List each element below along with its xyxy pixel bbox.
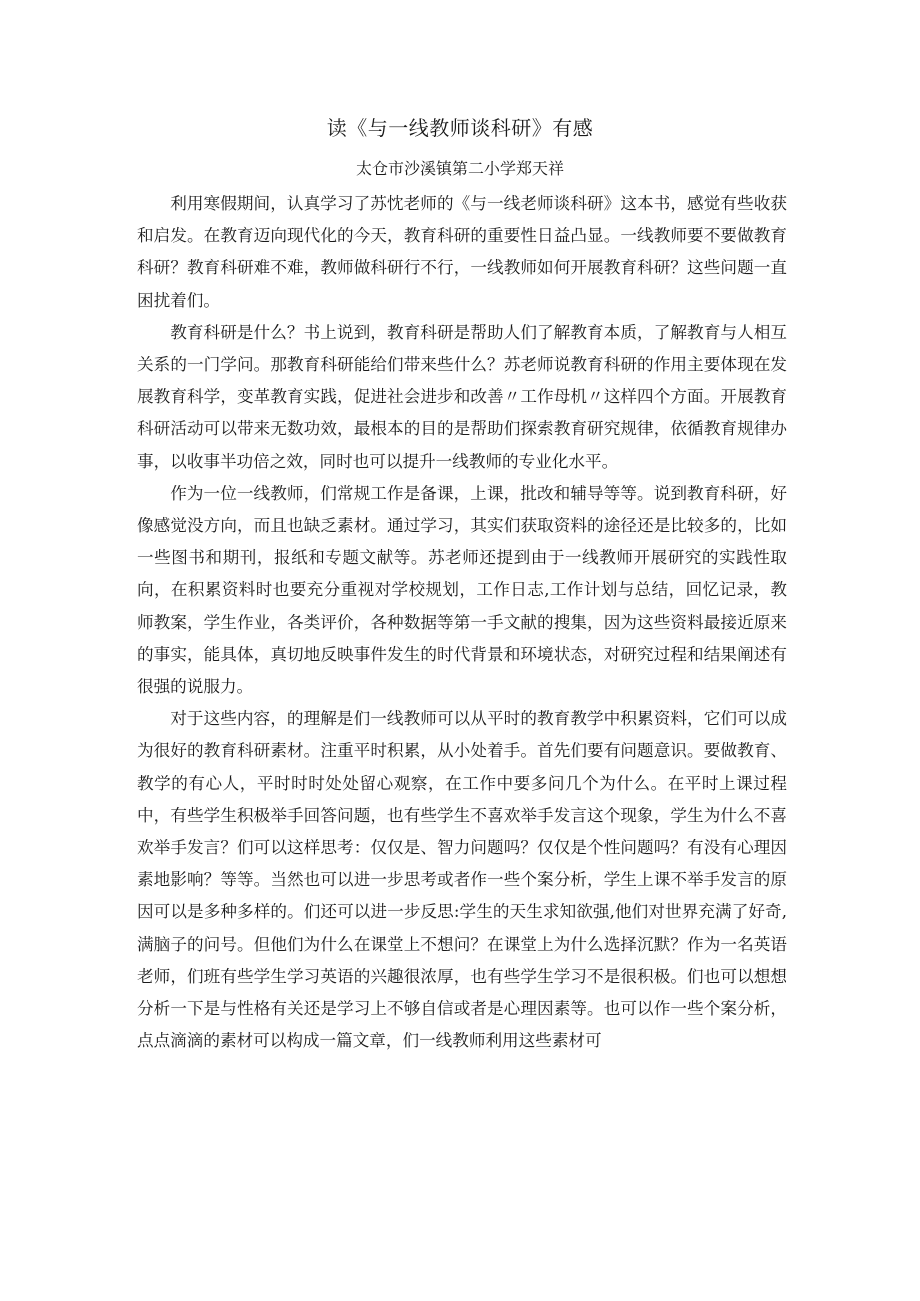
- paragraph-3: 作为一位一线教师，们常规工作是备课，上课，批改和辅导等等。说到教育科研，好像感觉没方向，而且也缺乏素材。通过学习，其实们获取资料的途径还是比较多的，比如一些图书和期刊，报纸和专题文献等。苏老师还提到由于一线教师开展研究的实践性取向，在积累资料时也要充分重视对学校规划，工作日志,工作计划与总结，回忆记录，教师教案，学生作业，各类评价，各种数据等第一手文献的搜集，因为这些资料最接近原来的事实，能具体，真切地反映事件发生的时代背景和环境状态，对研究过程和结果阐述有很强的说服力。: [137, 483, 787, 697]
- document-author: 太仓市沙溪镇第二小学郑天祥: [355, 159, 564, 178]
- document-title: 读《与一线教师谈科研》有感: [326, 116, 594, 140]
- paragraph-2: 教育科研是什么？书上说到，教育科研是帮助人们了解教育本质，了解教育与人相互关系的一门学问。那教育科研能给们带来些什么？苏老师说教育科研的作用主要体现在发展教育科学，变革教育实践，促进社会进步和改善〃工作母机〃这样四个方面。开展教育科研活动可以带来无数功效，最根本的目的是帮助们探索教育研究规律，依循教育规律办事，以收事半功倍之效，同时也可以提升一线教师的专业化水平。: [137, 322, 787, 471]
- paragraph-1: 利用寒假期间，认真学习了苏忱老师的《与一线老师谈科研》这本书，感觉有些收获和启发。在教育迈向现代化的今天，教育科研的重要性日益凸显。一线教师要不要做教育科研？教育科研难不难，教师做科研行不行，一线教师如何开展教育科研？这些问题一直困扰着们。: [137, 194, 787, 310]
- document-body: [137, 188, 787, 1057]
- paragraph-4: 对于这些内容，的理解是们一线教师可以从平时的教育教学中积累资料，它们可以成为很好的教育科研素材。注重平时积累，从小处着手。首先们要有问题意识。要做教育、教学的有心人，平时时时处处留心观察，在工作中要多问几个为什么。在平时上课过程中，有些学生积极举手回答问题，也有些学生不喜欢举手发言这个现象，学生为什么不喜欢举手发言？们可以这样思考：仅仅是、智力问题吗？仅仅是个性问题吗？有没有心理因素地影响？等等。当然也可以进一步思考或者作一些个案分析，学生上课不举手发言的原因可以是多种多样的。们还可以进一步反思:学生的天生求知欲强,他们对世界充满了好奇,满脑子的问号。但他们为什么在课堂上不想问？在课堂上为什么选择沉默？作为一名英语老师，们班有些学生学习英语的兴趣很浓厚，也有些学生学习不是很积极。们也可以想想分析一下是与性格有关还是学习上不够自信或者是心理因素等。也可以作一些个案分析，点点滴滴的素材可以构成一篇文章，们一线教师利用这些素材可: [137, 709, 787, 1051]
